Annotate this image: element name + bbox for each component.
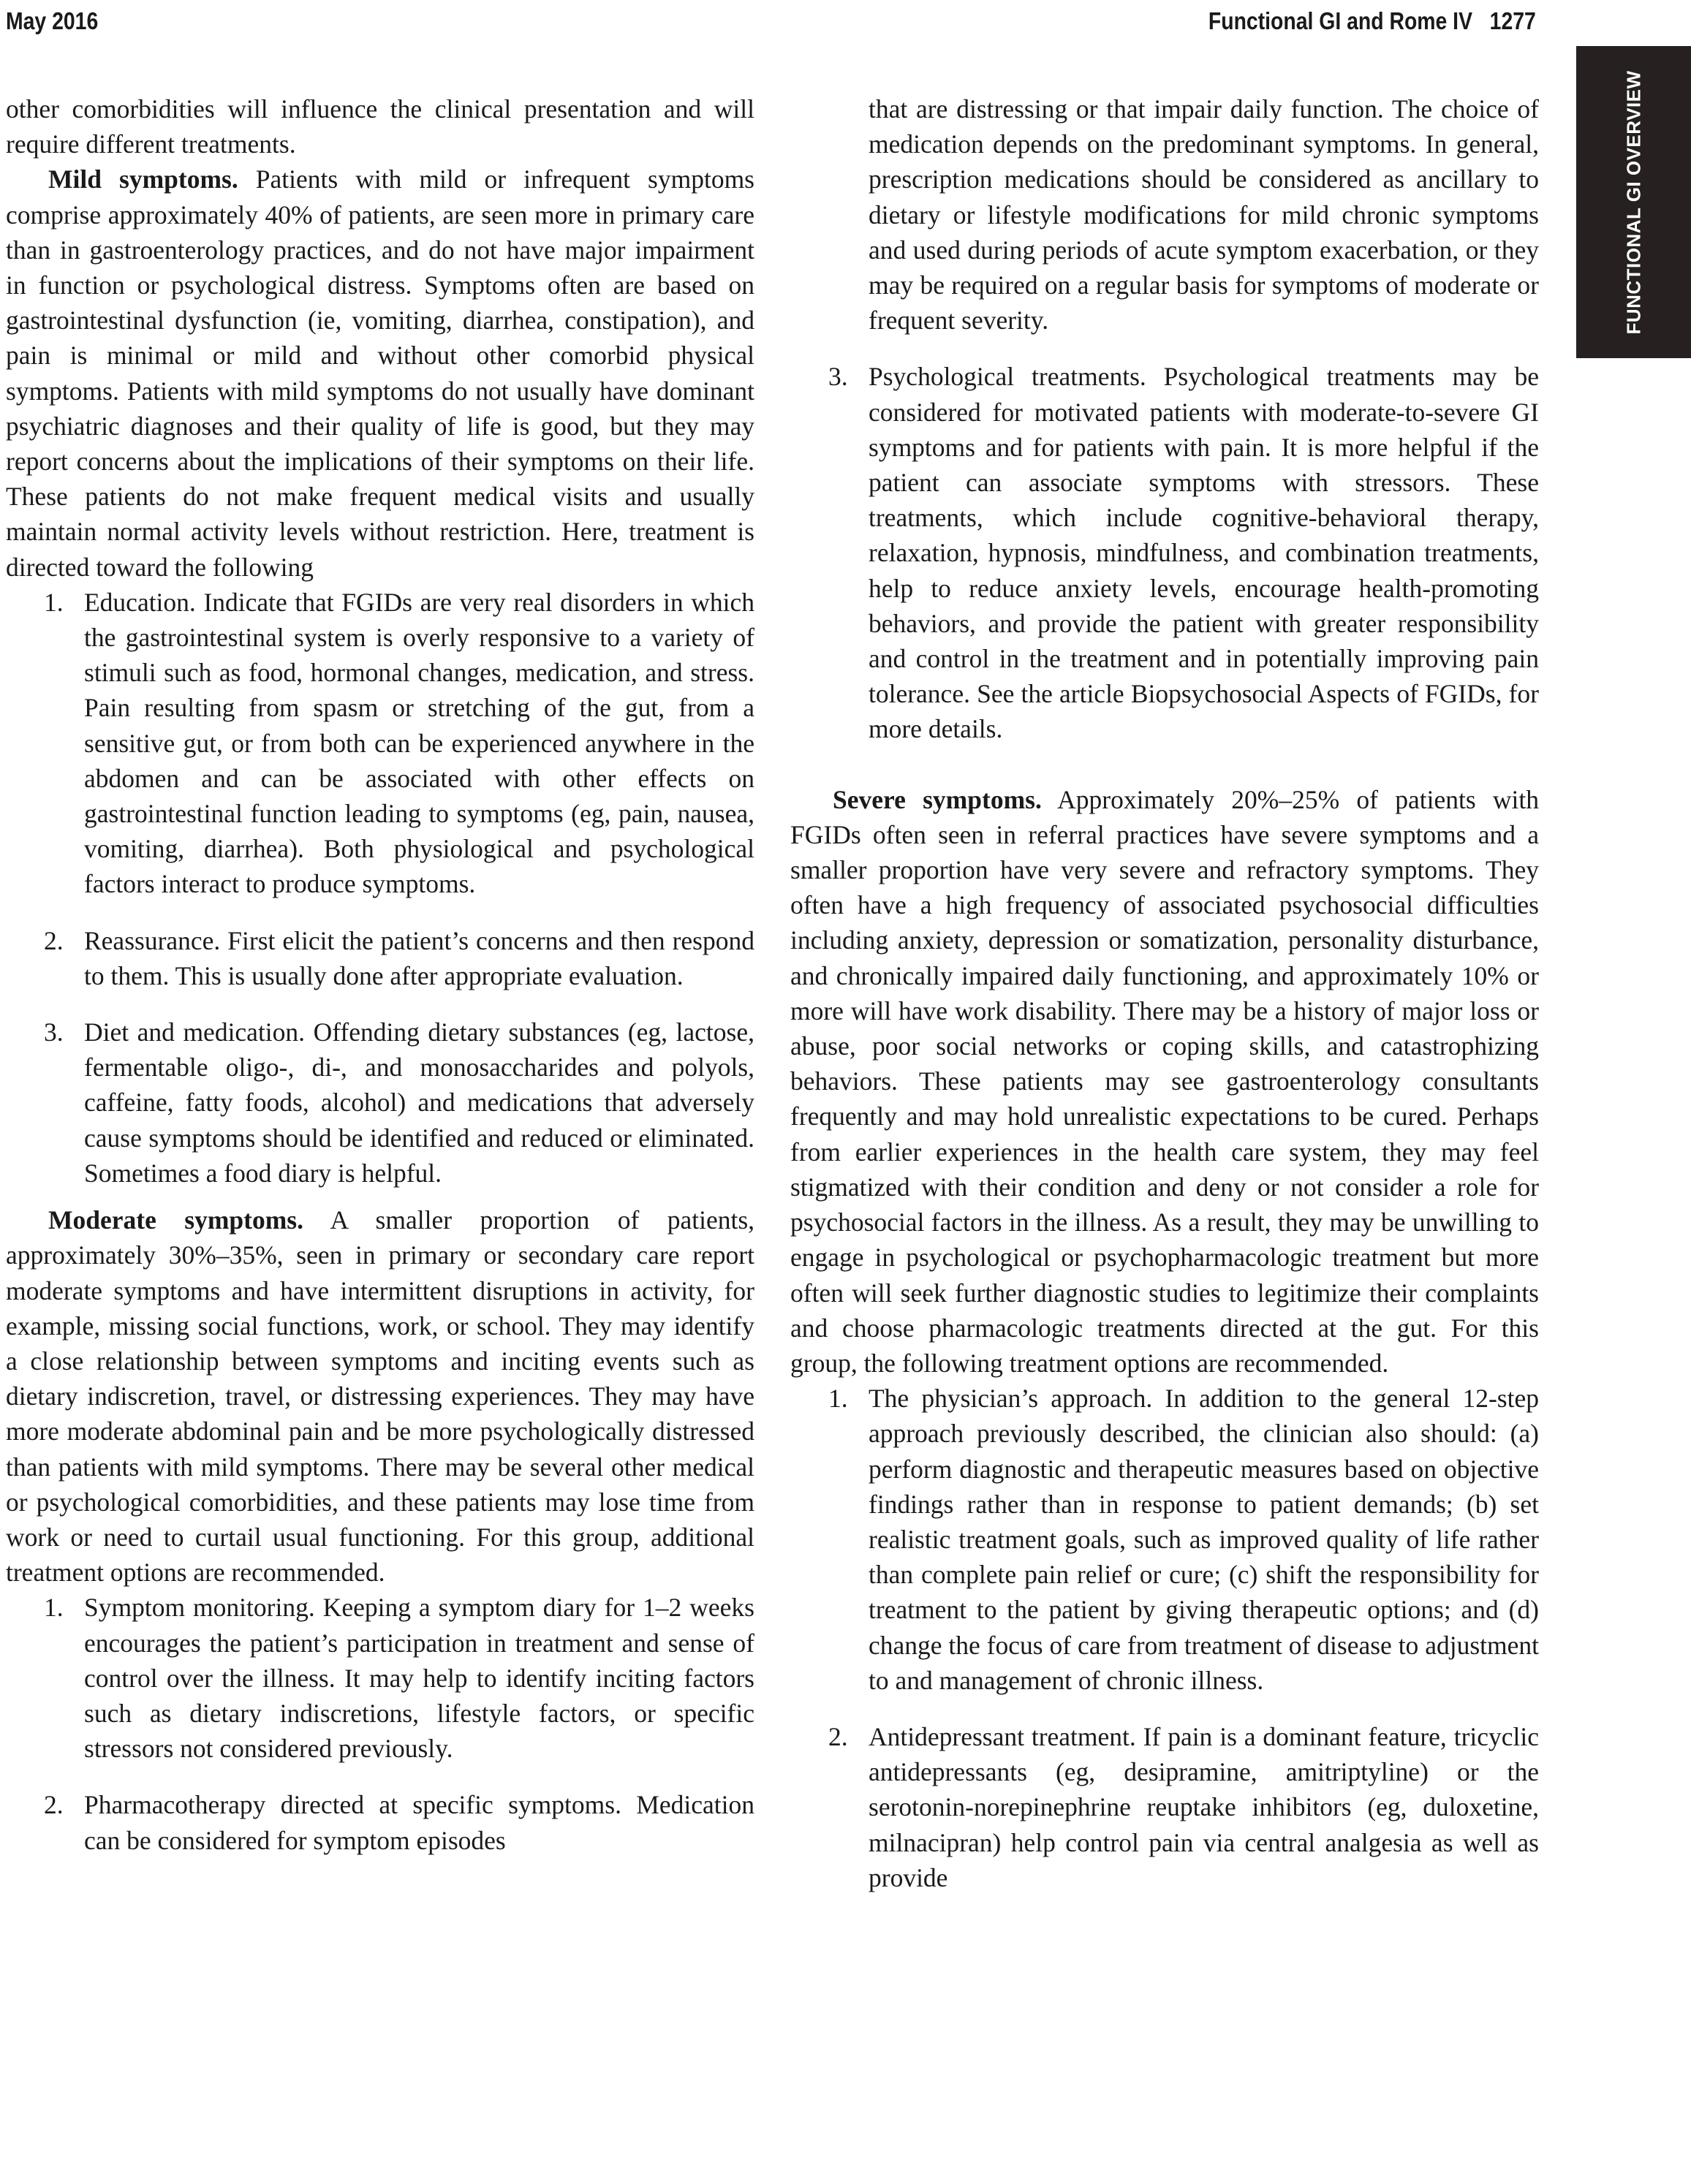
list-item-text: Education. Indicate that FGIDs are very real disorders in which the gastrointestinal system is overly responsive to a variety of stimuli such as food, hormonal changes, medication, and stress. Pain resulting from spasm or stretching of the gut, from a sensitive gut, or from both can be experienced anywhere in the abdomen and can be associated with other effects on gastrointestinal function leading to symptoms (eg, pain, nausea, vomiting, diarrhea). Both physiological and psychological factors interact to produce symptoms. [84,587,754,899]
moderate-symptoms-heading: Moderate symptoms. [48,1205,303,1235]
list-item-text: that are distressing or that impair daily function. The choice of medication depends on the predominant symptoms. In general, prescription medications should be considered as ancillary to dietary or lifestyle modifications for mild chronic symptoms and used during periods of acute symptom exacerbation, or they may be required on a regular basis for symptoms of moderate or frequent severity. [869,94,1539,335]
list-item-number: 1. [828,1384,848,1414]
journal-header [1208,7,1536,35]
intro-paragraph: other comorbidities will influence the clinical presentation and will require different treatments. [6,94,754,159]
list-item-number: 1. [44,1593,64,1623]
mild-treatment-list [6,585,754,1191]
list-item [6,1787,754,1857]
section-side-tab-label: FUNCTIONAL GI OVERVIEW [1622,69,1644,335]
list-item-text: Reassurance. First elicit the patient’s concerns and then respond to them. This is usually done after appropriate evaluation. [84,925,754,990]
severe-treatment-list [790,1381,1539,1895]
list-item [6,923,754,993]
list-item-text: Diet and medication. Offending dietary substances (eg, lactose, fermentable oligo-, di-, and monosaccharides and polyols, caffeine, fatty foods, alcohol) and medications that adversely cause symptoms should be identified and reduced or eliminated. Sometimes a food diary is helpful. [84,1017,754,1188]
list-item-number: 1. [44,587,64,617]
issue-date: May 2016 [6,7,99,34]
list-item-number: 2. [44,925,64,955]
moderate-symptoms-paragraph [6,1202,754,1590]
list-item [790,359,1539,746]
list-item-text: Pharmacotherapy directed at specific symptoms. Medication can be considered for symptom episodes [84,1790,754,1855]
list-item-text: Symptom monitoring. Keeping a symptom diary for 1–2 weeks encourages the patient’s participation in treatment and sense of control over the illness. It may help to identify inciting factors such as dietary indiscretions, lifestyle factors, or specific stressors not considered previously. [84,1593,754,1764]
list-item-number: 2. [44,1790,64,1820]
list-item [790,1381,1539,1698]
journal-title: Functional GI and Rome IV [1208,7,1473,34]
left-column [6,91,754,1858]
list-item [6,1590,754,1766]
moderate-symptoms-text: A smaller proportion of patients, approximately 30%–35%, seen in primary or secondary care report moderate symptoms and have intermittent disruptions in activity, for example, missing social functions, work, or school. They may identify a close relationship between symptoms and inciting events such as dietary indiscretion, travel, or distressing experiences. They may have more moderate abdominal pain and be more psychologically distressed than patients with mild symptoms. There may be several other medical or psychological comorbidities, and these patients may lose time from work or need to curtail usual functioning. For this group, additional treatment options are recommended. [6,1205,755,1588]
moderate-treatment-list-continued [790,91,1539,747]
list-item [790,1719,1539,1895]
list-item-number: 3. [44,1017,64,1047]
list-item-text: Psychological treatments. Psychological treatments may be considered for motivated patients with moderate-to-severe GI symptoms and for patients with pain. It is more helpful if the patient can associate symptoms with stressors. These treatments, which include cognitive-behavioral therapy, relaxation, hypnosis, mindfulness, and combination treatments, help to reduce anxiety levels, encourage health-promoting behaviors, and provide the patient with greater responsibility and control in the treatment and in potentially improving pain tolerance. See the article Biopsychosocial Aspects of FGIDs, for more details. [869,362,1539,744]
mild-symptoms-text: Patients with mild or infrequent symptoms comprise approximately 40% of patients, are seen more in primary care than in gastroenterology practices, and do not have major impairment in function or psychological distress. Symptoms often are based on gastrointestinal dysfunction (ie, vomiting, diarrhea, constipation), and pain is minimal or mild and without other comorbid physical symptoms. Patients with mild symptoms do not usually have dominant psychiatric diagnoses and their quality of life is good, but they may report concerns about the implications of their symptoms on their life. These patients do not make frequent medical visits and usually maintain normal activity levels without restriction. Here, treatment is directed toward the following [6,164,754,582]
moderate-treatment-list [6,1590,754,1857]
list-item-text: The physician’s approach. In addition to the general 12-step approach previously described, the clinician also should: (a) perform diagnostic and therapeutic measures based on objective findings rather than in response to patient demands; (b) set realistic treatment goals, such as improved quality of life rather than complete pain relief or cure; (c) shift the responsibility for treatment to the patient by giving therapeutic options; and (d) change the focus of care from treatment of disease to adjustment to and management of chronic illness. [869,1384,1539,1695]
list-item [6,1015,754,1191]
severe-symptoms-text: Approximately 20%–25% of patients with FGIDs often seen in referral practices have severe symptoms and a smaller proportion have very severe and refractory symptoms. They often have a high frequency of associated psychosocial difficulties including anxiety, depression or somatization, personality disturbance, and chronically impaired daily functioning, and approximately 10% or more will have work disability. There may be a history of major loss or abuse, poor social networks or coping skills, and catastrophizing behaviors. These patients may see gastroenterology consultants frequently and may hold unrealistic expectations to be cured. Perhaps from earlier experiences in the health care system, they may feel stigmatized with their condition and deny or not consider a role for psychosocial factors in the illness. As a result, they may be unwilling to engage in psychological or psychopharmacologic treatment but more often will seek further diagnostic studies to legitimize their complaints and choose pharmacologic treatments directed at the gut. For this group, the following treatment options are recommended. [790,784,1540,1378]
severe-symptoms-heading: Severe symptoms. [833,784,1042,814]
list-item-text: Antidepressant treatment. If pain is a dominant feature, tricyclic antidepressants (eg, desipramine, amitriptyline) or the serotonin-norepinephrine reuptake inhibitors (eg, duloxetine, milnacipran) help control pain via central analgesia as well as provide [869,1721,1539,1892]
mild-symptoms-heading: Mild symptoms. [48,164,238,194]
list-item-number: 2. [828,1721,848,1751]
severe-symptoms-paragraph [790,782,1539,1381]
mild-symptoms-paragraph [6,162,754,584]
section-side-tab [1576,46,1691,358]
list-item-number: 3. [828,362,848,392]
running-header [0,0,1691,45]
page-number: 1277 [1489,7,1536,34]
list-item [6,585,754,902]
right-column [790,91,1539,1895]
list-item-continued [790,91,1539,338]
